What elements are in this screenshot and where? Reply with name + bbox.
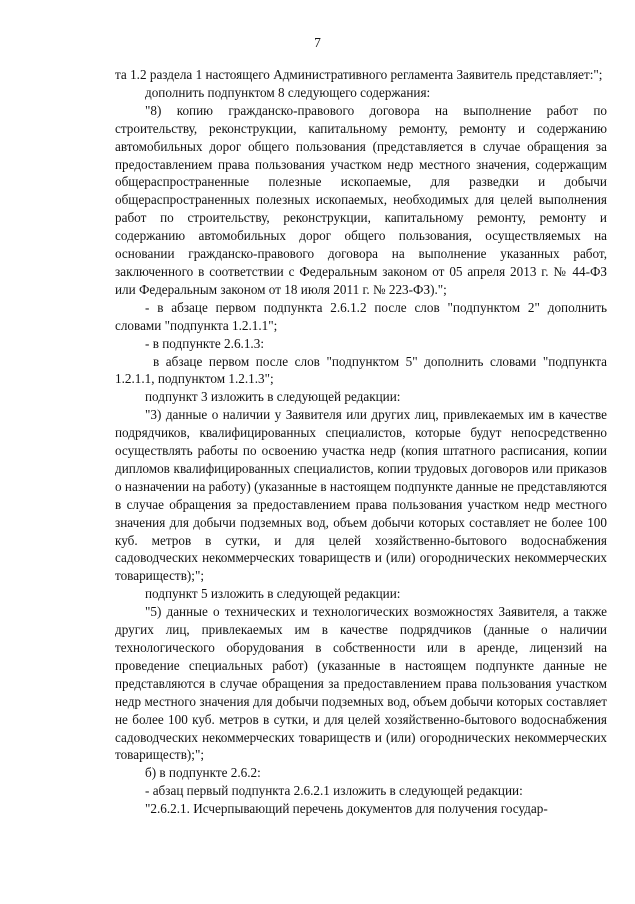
paragraph: - в абзаце первом подпункта 2.6.1.2 после слов "подпунктом 2" дополнить словами "подпункта 1.2.1.1"; (115, 299, 607, 333)
paragraph: "8) копию гражданско-правового договора на выполнение работ по строительству, реконструкции, капитальному ремонту, ремонту и содержанию автомобильных дорог общего пользования (представляется в случае обращения за предоставлением права пользования участком недр местного значения, содержащим общераспространенные полезные ископаемые, для разведки и добычи общераспространенных полезных ископаемых, необходимых для целей выполнения работ по строительству, реконструкции, капитальному ремонту, ремонту и содержанию автомобильных дорог общего пользования, осуществляемых на основании гражданско-правового договора на выполнение указанных работ, заключенного в соответствии с Федеральным законом от 05 апреля 2013 г. № 44-ФЗ или Федеральным законом от 18 июля 2011 г. № 223-ФЗ)."; (115, 102, 607, 297)
paragraph: - в подпункте 2.6.1.3: (145, 335, 264, 351)
page-number: 7 (314, 35, 321, 50)
paragraph: подпункт 3 изложить в следующей редакции: (145, 389, 401, 405)
paragraph: - абзац первый подпункта 2.6.2.1 изложить в следующей редакции: (145, 783, 523, 799)
paragraph: дополнить подпунктом 8 следующего содержания: (145, 84, 431, 100)
document-body (115, 66, 607, 818)
paragraph: подпункт 5 изложить в следующей редакции: (145, 586, 401, 602)
paragraph: та 1.2 раздела 1 настоящего Административного регламента Заявитель представляет:"; (115, 67, 603, 82)
paragraph: "2.6.2.1. Исчерпывающий перечень документов для получения государ- (145, 801, 548, 817)
paragraph: "3) данные о наличии у Заявителя или других лиц, привлекаемых им в качестве подрядчиков, квалифицированных специалистов, которые будут непосредственно осуществлять работы по освоению участка недр (копия штатного расписания, копии дипломов квалифицированных специалистов, копии трудовых договоров или приказов о назначении на работу) (указанные в настоящем подпункте данные не представляются в случае обращения за предоставлением права пользования участком недр местного значения для добычи подземных вод, объем добычи которых составляет не более 100 куб. метров в сутки, и для целей хозяйственно-бытового водоснабжения садоводческих некоммерческих товариществ и (или) огороднических некоммерческих товариществ);"; (115, 407, 607, 584)
paragraph: в абзаце первом после слов "подпунктом 5" дополнить словами "подпункта 1.2.1.1, подпунктом 1.2.1.3"; (115, 353, 607, 387)
paragraph: "5) данные о технических и технологических возможностях Заявителя, а также других лиц, привлекаемых им в качестве подрядчиков (данные о наличии технологического оборудования в собственности или в аренде, лицензий на проведение специальных работ) (указанные в настоящем подпункте данные не представляются в случае обращения за предоставлением права пользования участком недр местного значения для добычи подземных вод, объем добычи которых составляет не более 100 куб. метров в сутки, и для целей хозяйственно-бытового водоснабжения садоводческих некоммерческих товариществ и (или) огороднических некоммерческих товариществ);"; (115, 604, 607, 763)
paragraph: б) в подпункте 2.6.2: (145, 765, 261, 781)
